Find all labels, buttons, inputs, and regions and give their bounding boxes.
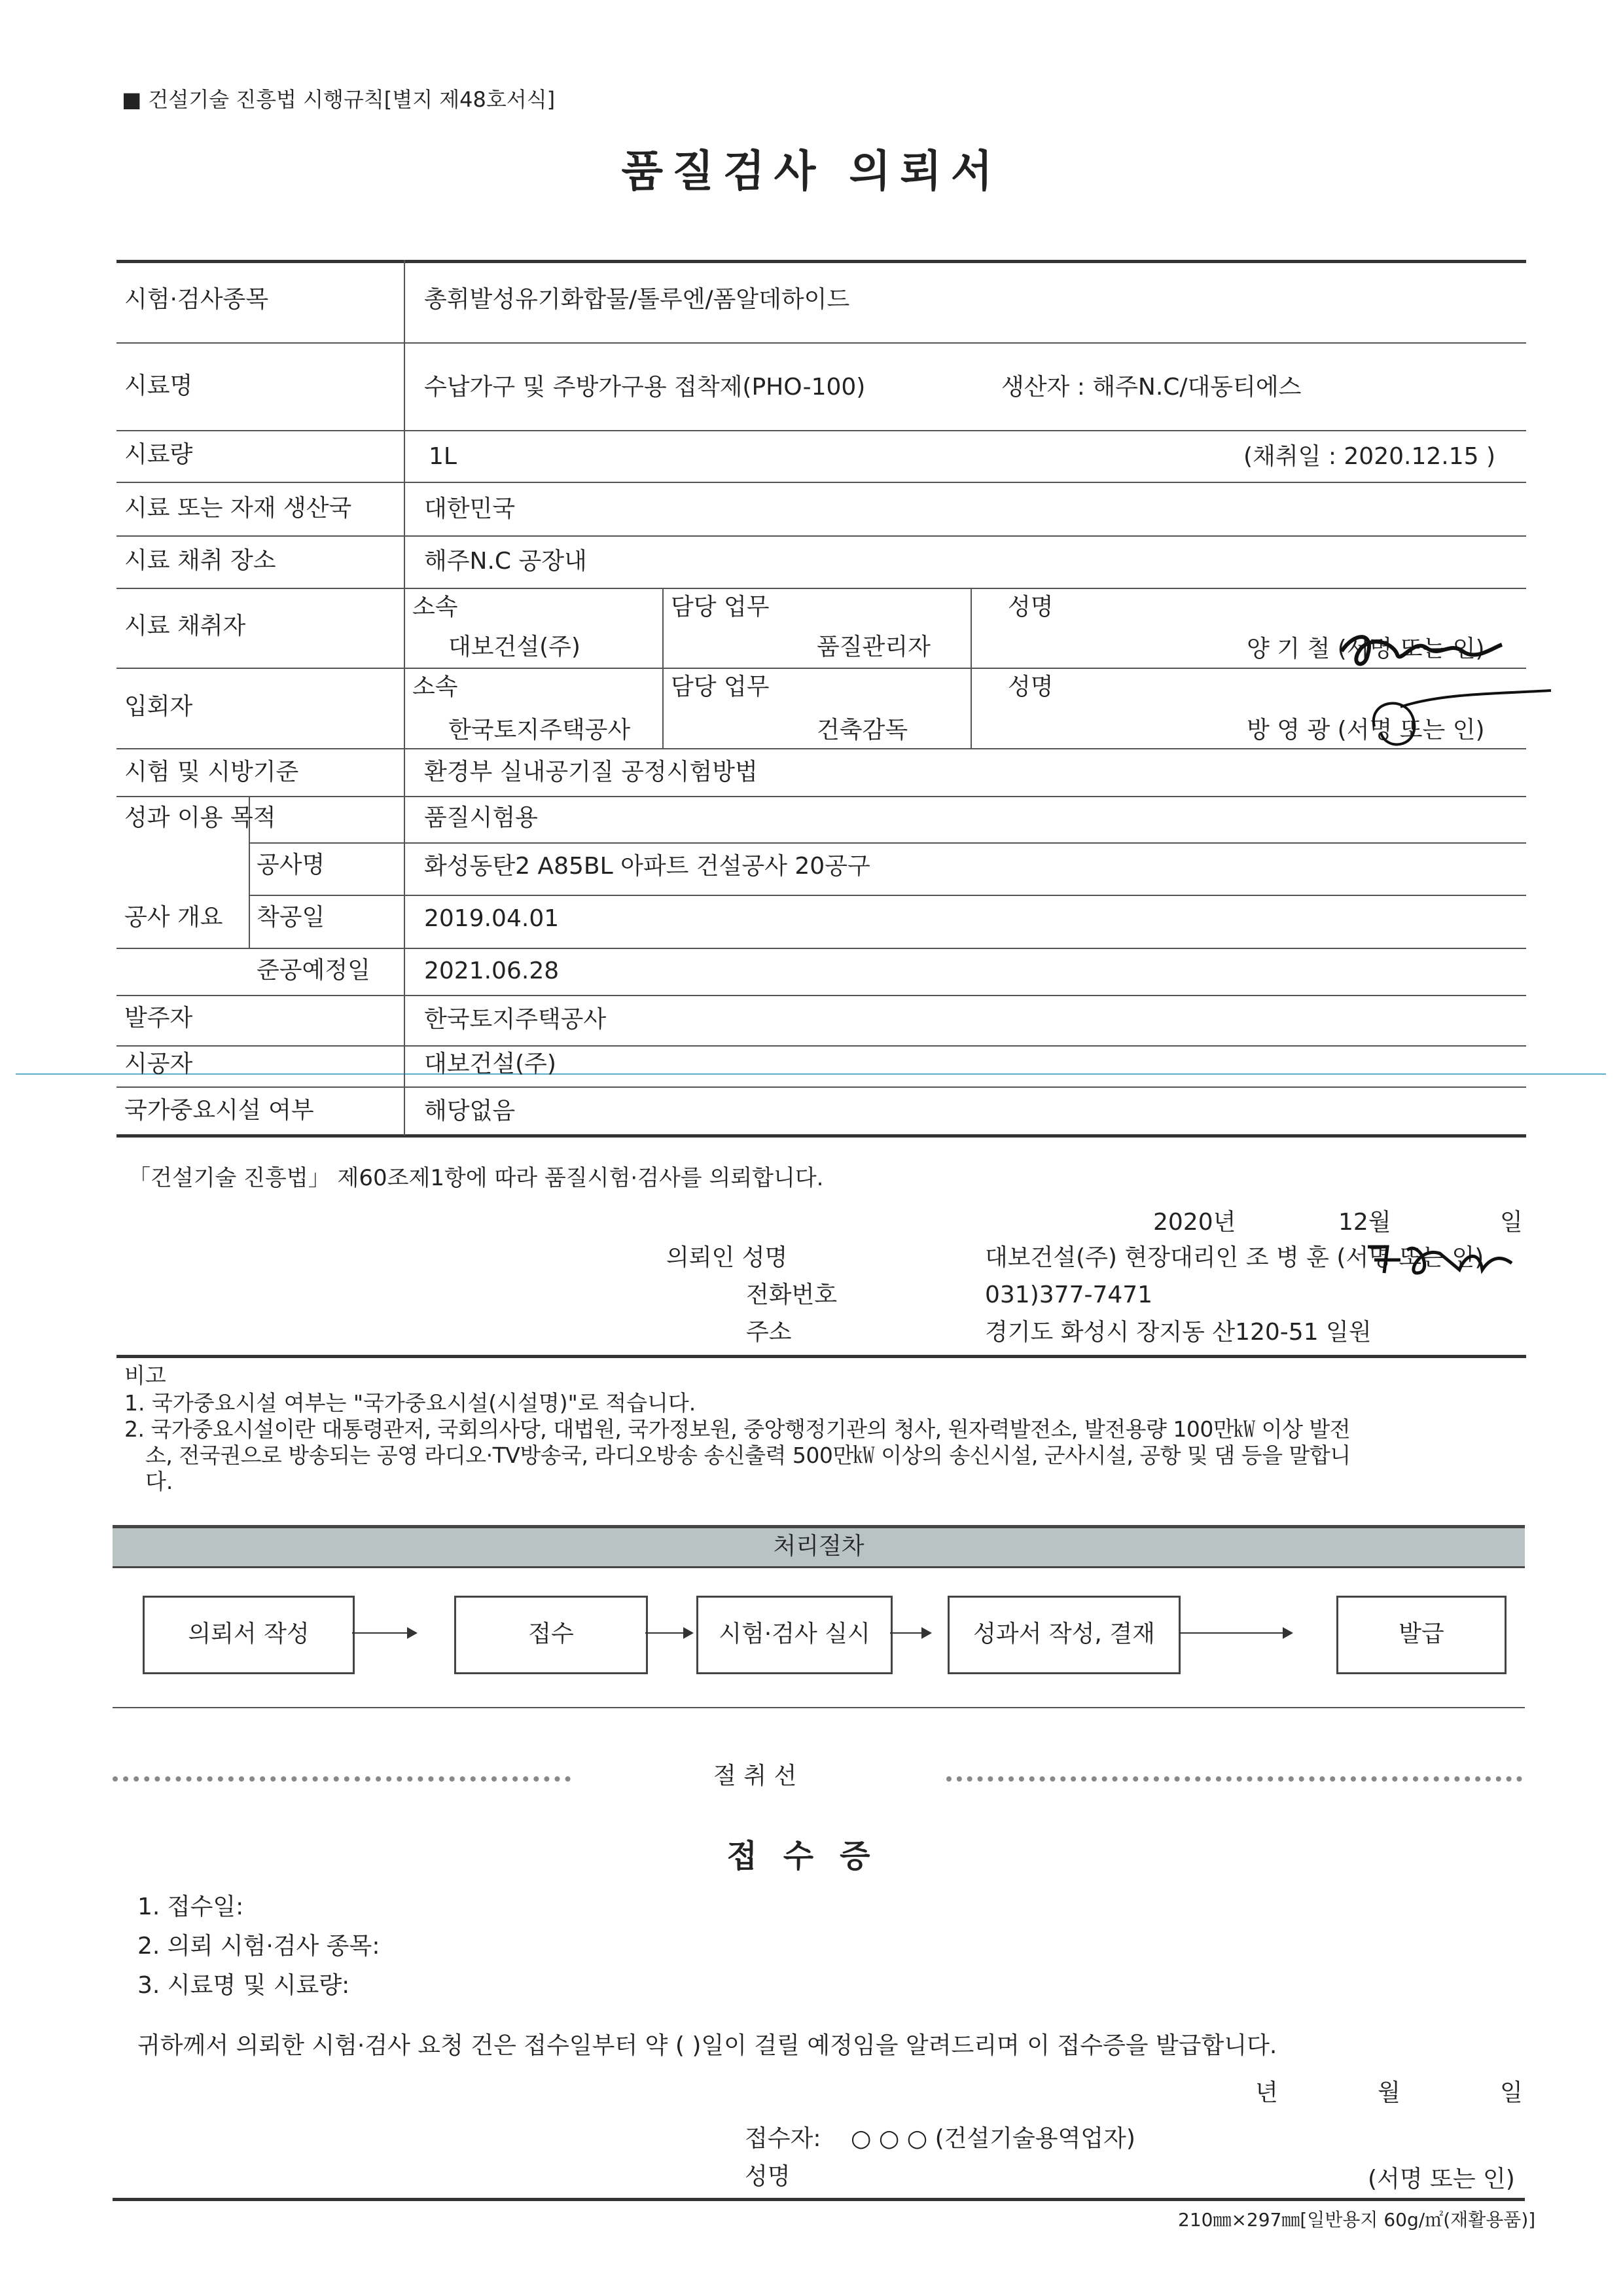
label-client: 발주자 — [124, 1005, 193, 1031]
row-divider — [249, 842, 1526, 844]
note-2-line-2: 소, 전국권으로 방송되는 공영 라디오·TV방송국, 라디오방송 송신출력 500만㎾ 이상의 송신시설, 군사시설, 공항 및 댐 등을 말합니 — [145, 1443, 1351, 1468]
row-divider — [116, 1086, 1526, 1088]
receipt-item-2: 2. 의뢰 시험·검사 종목: — [137, 1933, 380, 1960]
form-reference: ■ 건설기술 진흥법 시행규칙[별지 제48호서식] — [122, 87, 556, 112]
row-divider — [116, 482, 1526, 483]
receipt-sign-text: (서명 또는 인) — [1368, 2166, 1515, 2193]
label-contractor: 시공자 — [124, 1050, 193, 1077]
process-step-receipt: 접수 — [454, 1596, 648, 1674]
value-phone: 031)377-7471 — [985, 1282, 1153, 1308]
process-step-issue: 발급 — [1336, 1596, 1507, 1674]
value-sampling-place: 해주N.C 공장내 — [424, 548, 587, 575]
value-address: 경기도 화성시 장지동 산120-51 일원 — [985, 1319, 1372, 1346]
row-divider — [116, 796, 1526, 797]
process-step-test: 시험·검사 실시 — [696, 1596, 893, 1674]
value-requester: 대보건설(주) 현장대리인 조 병 훈 (서명 또는 인) — [985, 1244, 1484, 1271]
scan-line — [16, 1073, 1606, 1075]
value-national-facility: 해당없음 — [424, 1098, 516, 1124]
label-project-overview: 공사 개요 — [124, 904, 223, 931]
process-arrow — [645, 1632, 692, 1634]
notes-heading: 비고 — [124, 1363, 166, 1388]
label-phone: 전화번호 — [746, 1282, 838, 1308]
receipt-day: 일 — [1500, 2079, 1523, 2106]
row-divider — [116, 588, 1526, 589]
label-affiliation: 소속 — [412, 594, 458, 620]
process-step-report: 성과서 작성, 결재 — [948, 1596, 1181, 1674]
value-purpose: 품질시험용 — [424, 804, 538, 831]
request-day: 일 — [1500, 1209, 1523, 1236]
value-origin: 대한민국 — [424, 495, 516, 522]
column-divider — [404, 260, 405, 1136]
label-receiver-name: 성명 — [745, 2163, 791, 2190]
label-sample-qty: 시료량 — [124, 441, 193, 468]
cut-line-label: 절 취 선 — [713, 1763, 797, 1789]
table-bottom-border — [116, 1134, 1526, 1138]
receipt-bottom-border — [113, 2198, 1525, 2201]
row-divider — [116, 430, 1526, 431]
value-start-date: 2019.04.01 — [424, 905, 560, 932]
cut-line-right — [946, 1776, 1522, 1787]
label-purpose: 성과 이용 목적 — [124, 804, 276, 831]
label-affiliation: 소속 — [412, 673, 458, 700]
label-witness: 입회자 — [124, 693, 193, 720]
row-divider — [116, 535, 1526, 537]
label-sample-name: 시료명 — [124, 372, 193, 399]
label-address: 주소 — [746, 1319, 792, 1346]
value-witness-affiliation: 한국토지주택공사 — [448, 717, 631, 744]
value-client: 한국토지주택공사 — [424, 1006, 607, 1033]
sampler-signature — [1335, 625, 1505, 677]
cut-line-left — [113, 1776, 571, 1787]
value-sample-name: 수납가구 및 주방가구용 접착제(PHO-100) — [424, 374, 866, 401]
row-divider — [116, 948, 1526, 949]
process-title-bar — [113, 1525, 1525, 1568]
receipt-month: 월 — [1378, 2079, 1400, 2106]
value-sampler-name: 양 기 철 (서명 또는 인) — [1247, 636, 1485, 662]
request-month: 12월 — [1338, 1209, 1391, 1236]
label-requester: 의뢰인 성명 — [666, 1244, 788, 1271]
value-sample-qty: 1L — [429, 443, 457, 470]
label-receiver: 접수자: — [745, 2125, 821, 2152]
section-divider — [116, 1355, 1526, 1358]
value-sampling-date: (채취일 : 2020.12.15 ) — [1243, 443, 1495, 470]
label-name: 성명 — [1008, 594, 1054, 620]
row-divider — [116, 342, 1526, 344]
label-project-name: 공사명 — [257, 852, 325, 878]
row-divider — [116, 668, 1526, 669]
label-sampling-place: 시료 채취 장소 — [124, 547, 276, 574]
process-step-request: 의뢰서 작성 — [143, 1596, 355, 1674]
label-start-date: 착공일 — [257, 904, 325, 931]
page-title: 품질검사 의뢰서 — [621, 146, 1002, 196]
requester-signature — [1361, 1234, 1525, 1286]
receipt-notice: 귀하께서 의뢰한 시험·검사 요청 건은 접수일부터 약 ( )일이 걸릴 예정임을 알려드리며 이 접수증을 발급합니다. — [137, 2032, 1277, 2059]
label-duty: 담당 업무 — [671, 673, 770, 700]
row-divider — [116, 748, 1526, 749]
value-end-date: 2021.06.28 — [424, 958, 560, 984]
label-national-facility: 국가중요시설 여부 — [124, 1097, 314, 1124]
value-contractor: 대보건설(주) — [424, 1050, 556, 1077]
note-1: 1. 국가중요시설 여부는 "국가중요시설(시설명)"로 적습니다. — [124, 1390, 696, 1416]
process-arrow — [352, 1632, 416, 1634]
value-test-item: 총휘발성유기화합물/톨루엔/폼알데하이드 — [424, 286, 850, 313]
witness-signature — [1361, 681, 1558, 759]
value-sampler-affiliation: 대보건설(주) — [448, 634, 580, 660]
process-arrow — [1179, 1632, 1292, 1634]
row-divider — [249, 895, 1526, 896]
value-method: 환경부 실내공기질 공정시험방법 — [424, 759, 758, 785]
column-divider — [662, 588, 664, 748]
label-origin: 시료 또는 자재 생산국 — [124, 495, 352, 522]
receipt-item-1: 1. 접수일: — [137, 1893, 244, 1920]
value-receiver: ○ ○ ○ (건설기술용역업자) — [851, 2125, 1135, 2152]
request-statement: 「건설기술 진흥법」 제60조제1항에 따라 품질시험·검사를 의뢰합니다. — [128, 1165, 824, 1191]
process-bottom-line — [113, 1707, 1525, 1708]
label-duty: 담당 업무 — [671, 594, 770, 620]
column-divider — [971, 588, 972, 748]
value-witness-duty: 건축감독 — [817, 717, 908, 744]
paper-spec: 210㎜×297㎜[일반용지 60g/㎡(재활용품)] — [1178, 2209, 1536, 2231]
receipt-title: 접수증 — [726, 1838, 897, 1874]
table-top-border — [116, 260, 1526, 263]
note-2-line-1: 2. 국가중요시설이란 대통령관저, 국회의사당, 대법원, 국가정보원, 중앙행정기관의 청사, 원자력발전소, 발전용량 100만㎾ 이상 발전 — [124, 1416, 1351, 1442]
label-test-item: 시험·검사종목 — [124, 286, 269, 313]
process-arrow — [890, 1632, 931, 1634]
value-producer: 생산자 : 해주N.C/대동티에스 — [1001, 374, 1302, 401]
row-divider — [116, 995, 1526, 996]
request-year: 2020년 — [1153, 1209, 1236, 1236]
value-sampler-duty: 품질관리자 — [817, 634, 931, 660]
value-project-name: 화성동탄2 A85BL 아파트 건설공사 20공구 — [424, 853, 870, 880]
label-method: 시험 및 시방기준 — [124, 759, 299, 785]
receipt-year: 년 — [1255, 2079, 1278, 2106]
label-end-date: 준공예정일 — [257, 957, 370, 984]
label-sampler: 시료 채취자 — [124, 613, 246, 639]
value-witness-name: 방 영 광 (서명 또는 인) — [1247, 717, 1485, 744]
row-divider — [116, 1045, 1526, 1047]
process-title: 처리절차 — [773, 1533, 865, 1560]
receipt-item-3: 3. 시료명 및 시료량: — [137, 1972, 350, 1999]
note-2-line-3: 다. — [145, 1469, 173, 1494]
label-name: 성명 — [1008, 673, 1054, 700]
